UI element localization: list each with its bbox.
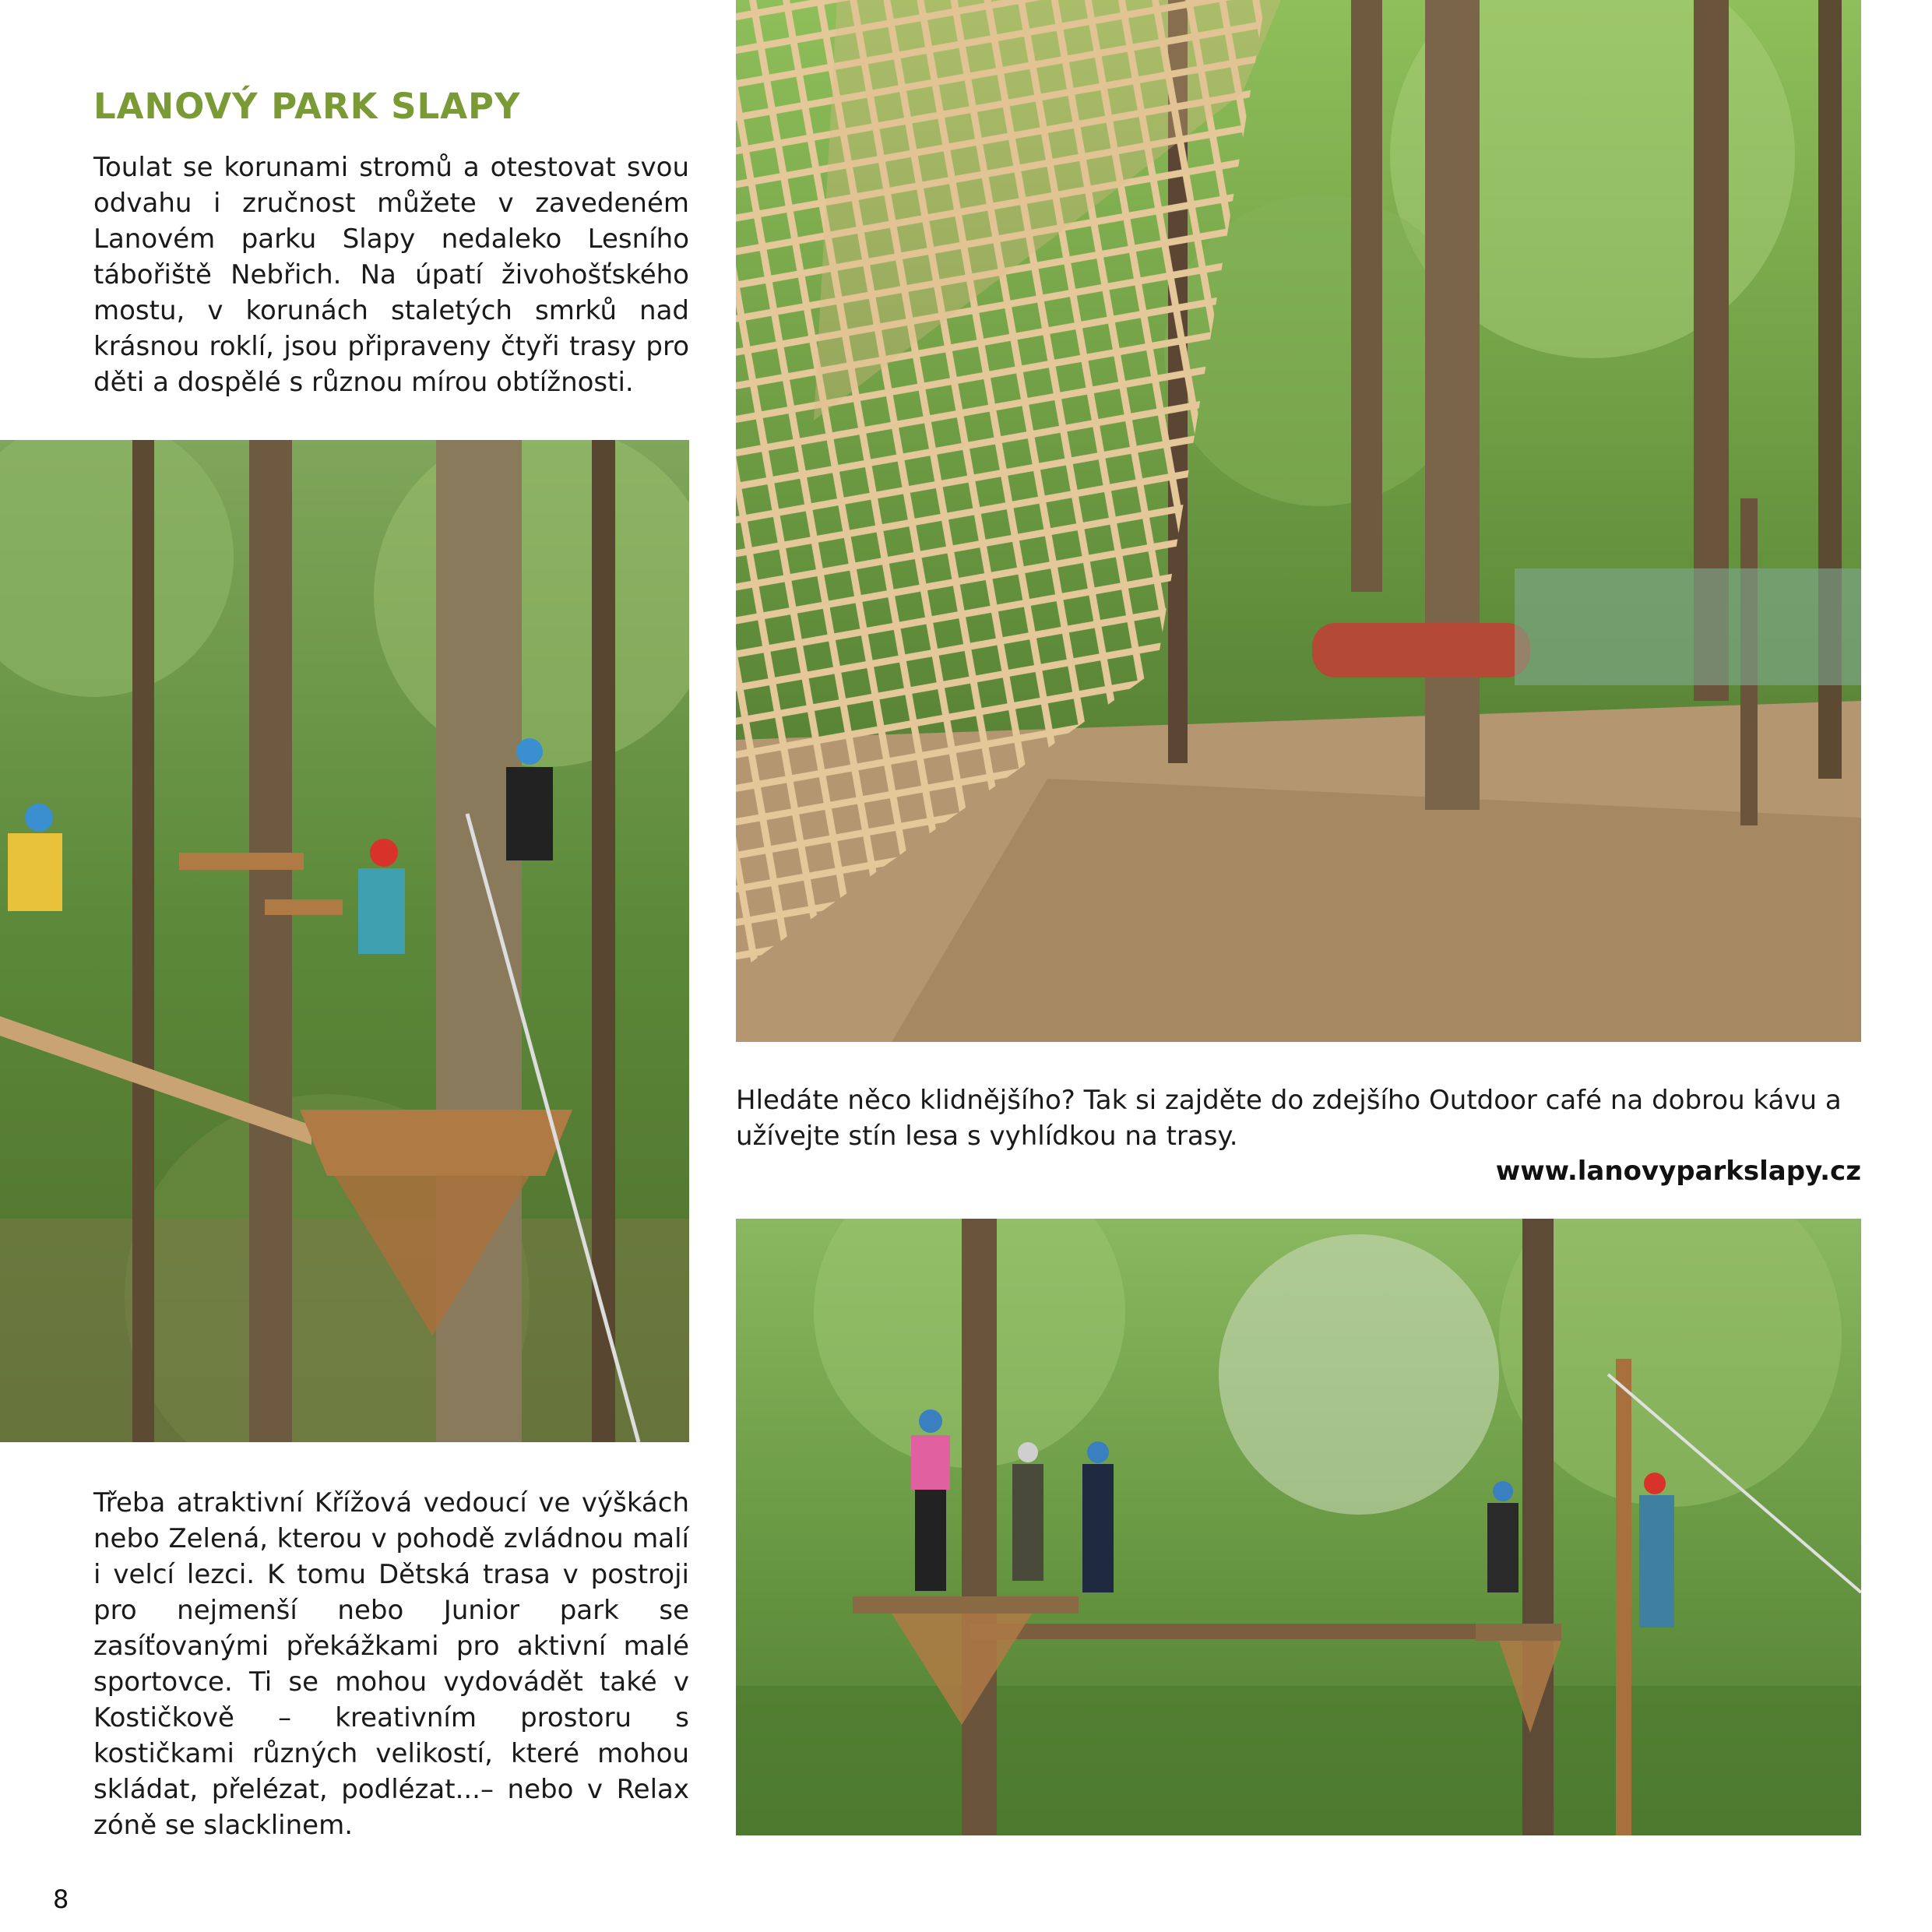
intro-paragraph: Toulat se korunami stromů a otestovat svou odvahu i zručnost můžete v zavedeném Lanovém parku Slapy nedaleko Lesního tábořiště Nebřich. Na úpatí živohošťského mostu, v korunách staletých smrků nad krásnou roklí, jsou připraveny čtyři trasy pro děti a dospělé s různou mírou obtížnosti. xyxy=(93,152,689,398)
photo-climbers-beam xyxy=(736,1219,1861,1835)
photo-rope-net-tunnel xyxy=(736,0,1861,1042)
photo-climbers-platform xyxy=(0,440,689,1442)
page-number: 8 xyxy=(53,1884,69,1914)
website-link[interactable]: www.lanovyparkslapy.cz xyxy=(1495,1156,1861,1187)
article-title: LANOVÝ PARK SLAPY xyxy=(93,86,521,127)
routes-paragraph: Třeba atraktivní Křížová vedoucí ve výškách nebo Zelená, kterou v pohodě zvládnou malí i velcí lezci. K tomu Dětská trasa v postroji pro nejmenší nebo Junior park se zasíťovanými překážkami pro aktivní malé sportovce. Ti se mohou vydovádět také v Kostičkově – kreativním prostoru s kostičkami různých velikostí, které mohou skládat, přelézat, podlézat...– nebo v Relax zóně se slacklinem. xyxy=(93,1487,689,1841)
cafe-caption: Hledáte něco klidnějšího? Tak si zajděte do zdejšího Outdoor café na dobrou kávu a užívejte stín lesa s vyhlídkou na trasy. xyxy=(736,1085,1842,1152)
